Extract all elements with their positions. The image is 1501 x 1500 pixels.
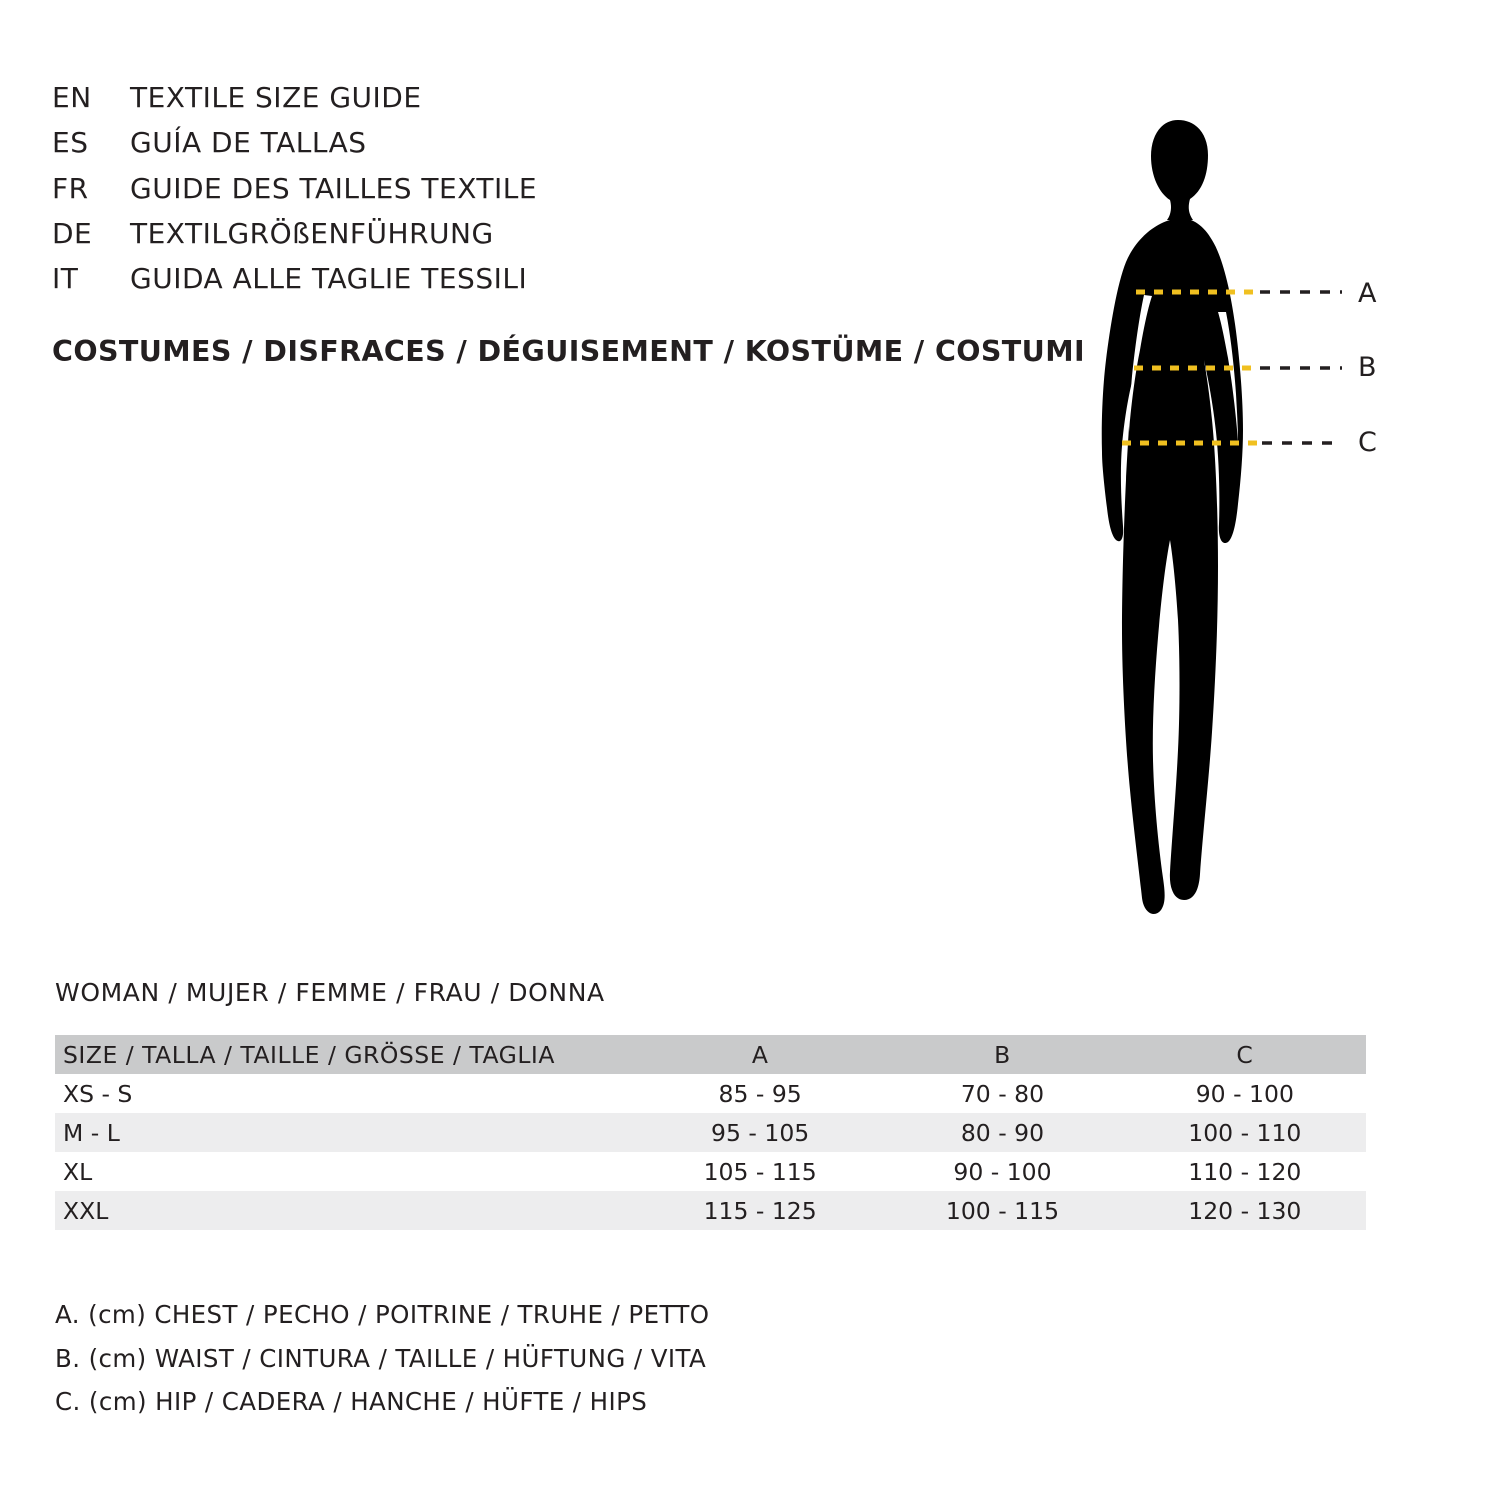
table-row (55, 1113, 1366, 1152)
language-row-it (52, 256, 952, 301)
measure-label-b: B (1358, 352, 1377, 383)
cell-a: 95 - 105 (639, 1113, 881, 1152)
figure-diagram (1060, 60, 1480, 950)
table-row (55, 1152, 1366, 1191)
language-text-fr: GUIDE DES TAILLES TEXTILE (130, 171, 538, 205)
language-row-es (52, 120, 952, 165)
measure-label-a: A (1358, 278, 1377, 309)
cell-size: M - L (55, 1113, 639, 1152)
table-header-row (55, 1035, 1366, 1074)
cell-b: 80 - 90 (881, 1113, 1123, 1152)
language-code-fr: FR (52, 171, 89, 205)
language-text-de: TEXTILGRÖßENFÜHRUNG (130, 217, 494, 251)
cell-b: 90 - 100 (881, 1152, 1123, 1191)
language-list (52, 75, 952, 302)
language-code-en: EN (52, 81, 92, 114)
column-header-size: SIZE / TALLA / TAILLE / GRÖSSE / TAGLIA (55, 1035, 639, 1074)
cell-size: XXL (55, 1191, 639, 1230)
language-row-de (52, 211, 952, 256)
language-text-it: GUIDA ALLE TAGLIE TESSILI (130, 262, 528, 296)
size-table (55, 1035, 1366, 1230)
cell-b: 100 - 115 (881, 1191, 1123, 1230)
table-row (55, 1191, 1366, 1230)
cell-c: 100 - 110 (1124, 1113, 1366, 1152)
cell-size: XL (55, 1152, 639, 1191)
measure-label-c: C (1358, 427, 1377, 458)
table-caption: WOMAN / MUJER / FEMME / FRAU / DONNA (55, 978, 605, 1007)
legend-line-c: C. (cm) HIP / CADERA / HANCHE / HÜFTE / HIPS (55, 1387, 648, 1417)
cell-a: 115 - 125 (639, 1191, 881, 1230)
table-row (55, 1074, 1366, 1113)
female-silhouette-icon (1060, 60, 1480, 950)
cell-c: 90 - 100 (1124, 1074, 1366, 1113)
language-code-it: IT (52, 262, 79, 296)
column-header-a: A (639, 1035, 881, 1074)
cell-a: 85 - 95 (639, 1074, 881, 1113)
cell-size: XS - S (55, 1074, 639, 1113)
costumes-subtitle: COSTUMES / DISFRACES / DÉGUISEMENT / KOSTÜME / COSTUMI (52, 335, 1085, 368)
language-text-en: TEXTILE SIZE GUIDE (130, 81, 422, 114)
column-header-c: C (1124, 1035, 1366, 1074)
legend-line-b: B. (cm) WAIST / CINTURA / TAILLE / HÜFTUNG / VITA (55, 1343, 707, 1373)
measurement-legend (55, 1293, 709, 1424)
legend-line-a: A. (cm) CHEST / PECHO / POITRINE / TRUHE / PETTO (55, 1300, 710, 1329)
language-row-en (52, 75, 952, 120)
language-row-fr (52, 166, 952, 211)
cell-a: 105 - 115 (639, 1152, 881, 1191)
language-code-de: DE (52, 217, 93, 251)
cell-c: 110 - 120 (1124, 1152, 1366, 1191)
language-text-es: GUÍA DE TALLAS (130, 126, 367, 160)
language-code-es: ES (52, 126, 89, 160)
cell-c: 120 - 130 (1124, 1191, 1366, 1230)
column-header-b: B (881, 1035, 1123, 1074)
cell-b: 70 - 80 (881, 1074, 1123, 1113)
